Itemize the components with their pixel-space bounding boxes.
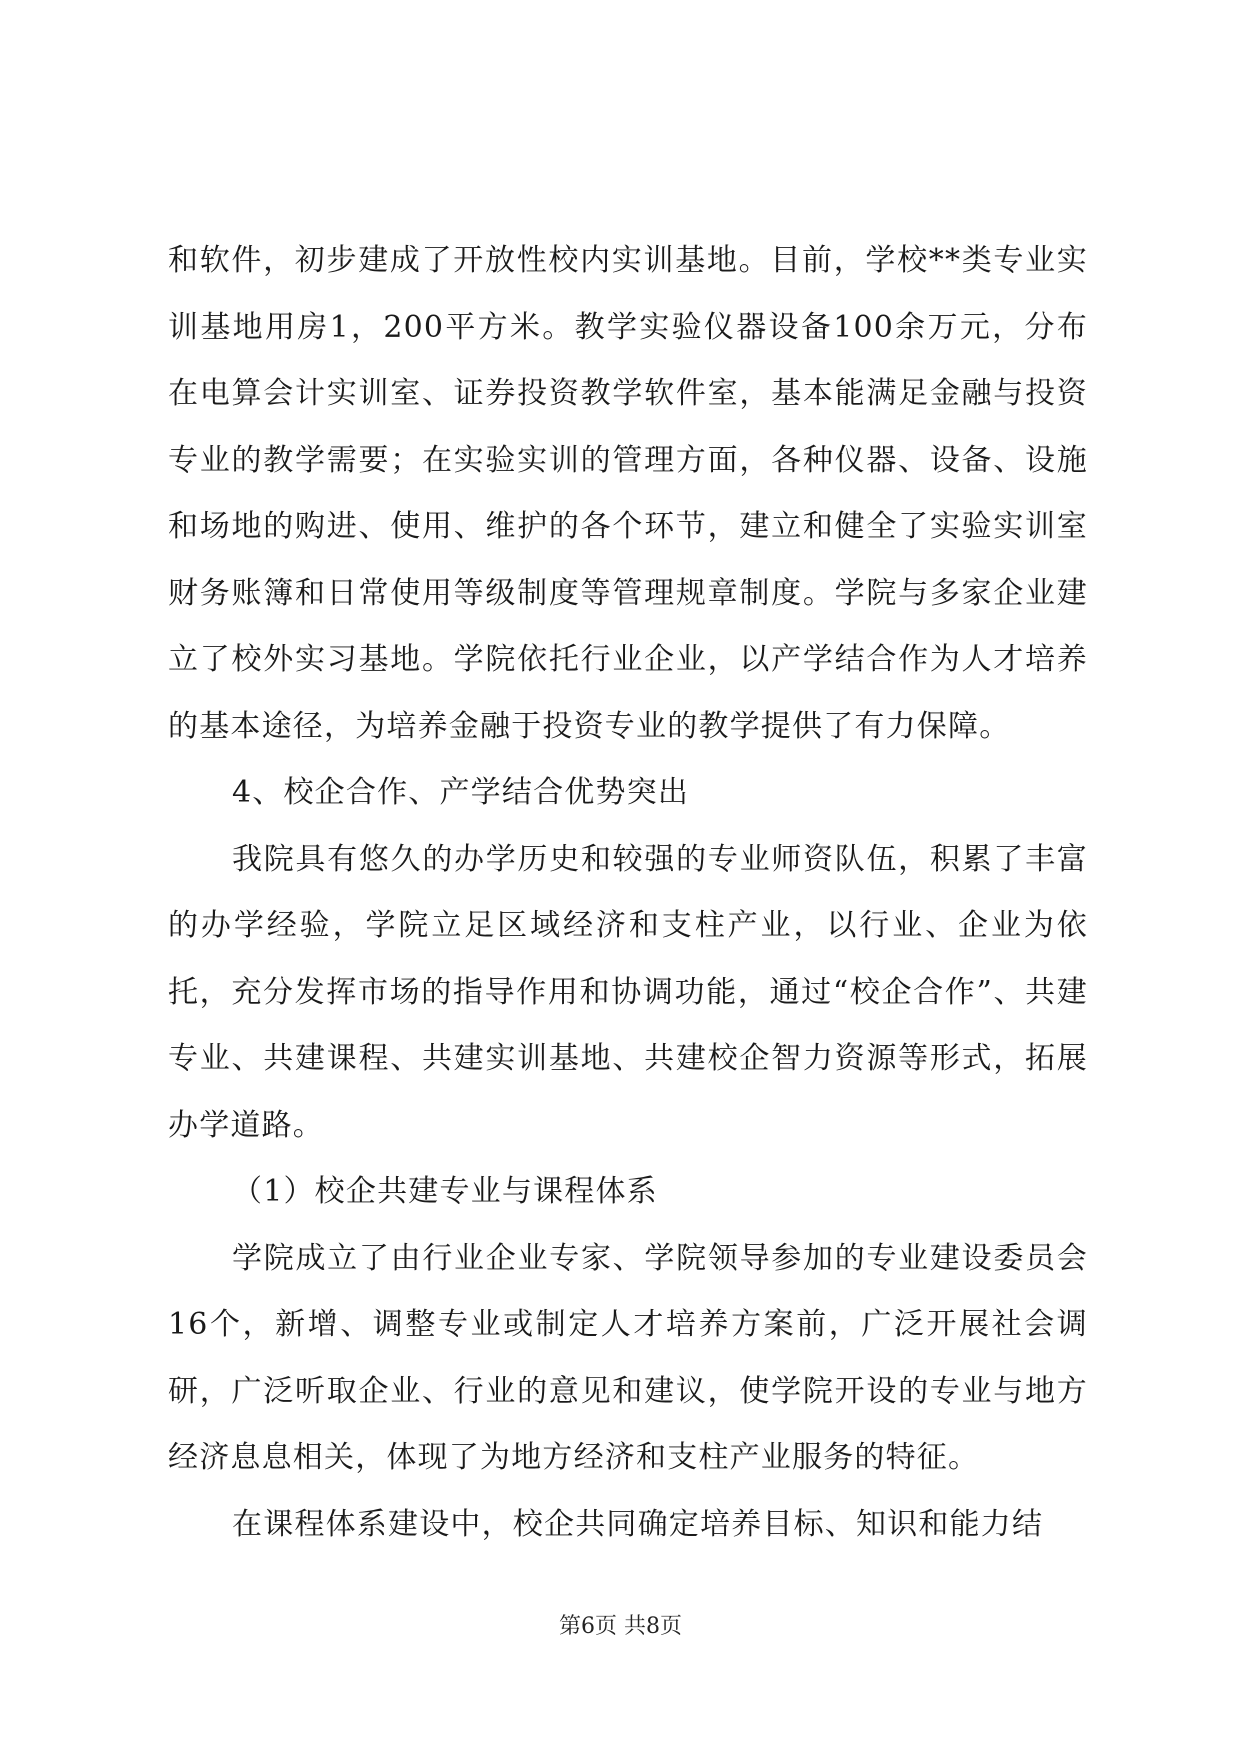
body-paragraph: 学院成立了由行业企业专家、学院领导参加的专业建设委员会16个，新增、调整专业或制定人才培养方案前，广泛开展社会调研，广泛听取企业、行业的意见和建议，使学院开设的专业与地方经济息息相关，体现了为地方经济和支柱产业服务的特征。	[168, 1240, 1088, 1475]
document-body	[168, 228, 1088, 1558]
subsection-heading-1: （1）校企共建专业与课程体系	[232, 1174, 658, 1209]
body-paragraph-continuation: 和软件，初步建成了开放性校内实训基地。目前，学校**类专业实训基地用房1，200平方米。教学实验仪器设备100余万元，分布在电算会计实训室、证券投资教学软件室，基本能满足金融与投资专业的教学需要；在实验实训的管理方面，各种仪器、设备、设施和场地的购进、使用、维护的各个环节，建立和健全了实验实训室财务账簿和日常使用等级制度等管理规章制度。学院与多家企业建立了校外实习基地。学院依托行业企业，以产学结合作为人才培养的基本途径，为培养金融于投资专业的教学提供了有力保障。	[168, 243, 1088, 744]
body-paragraph-truncated: 在课程体系建设中，校企共同确定培养目标、知识和能力结	[232, 1506, 1044, 1542]
body-paragraph: 我院具有悠久的办学历史和较强的专业师资队伍，积累了丰富的办学经验，学院立足区域经济和支柱产业，以行业、企业为依托，充分发挥市场的指导作用和协调功能，通过“校企合作”、共建专业、共建课程、共建实训基地、共建校企智力资源等形式，拓展办学道路。	[168, 841, 1088, 1143]
section-heading-4: 4、校企合作、产学结合优势突出	[232, 775, 690, 810]
page-number-footer: 第6页 共8页	[559, 1614, 682, 1639]
